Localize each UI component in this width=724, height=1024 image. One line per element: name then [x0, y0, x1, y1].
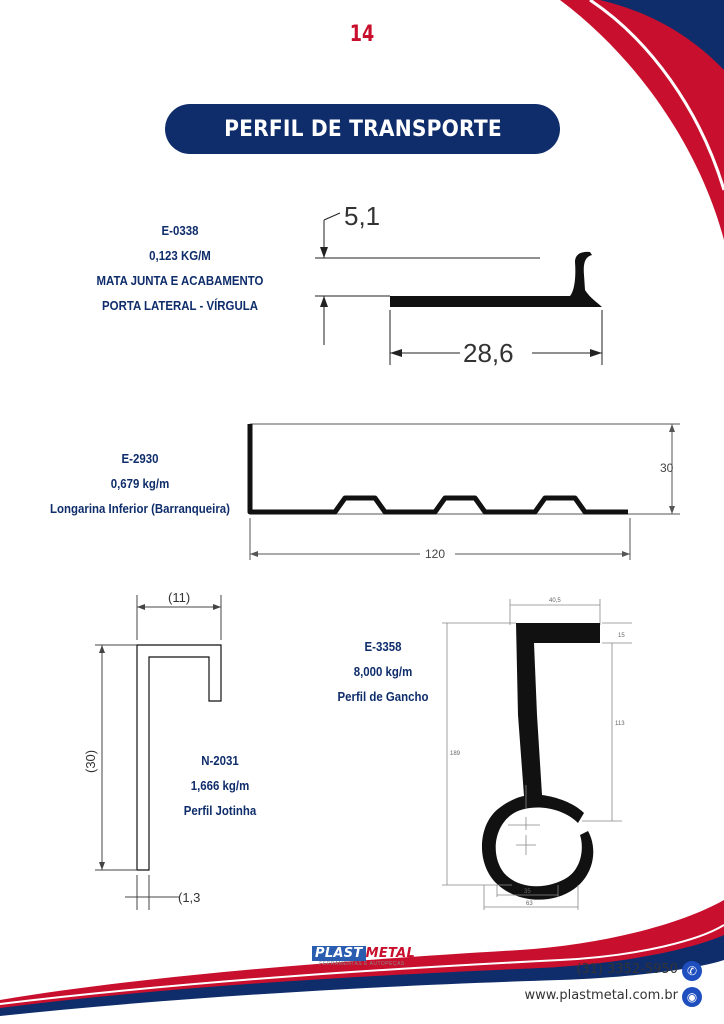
dim-inner-height-label: 113	[615, 721, 625, 727]
product-label-e2930	[34, 446, 245, 521]
dim-thickness-label: (1,3	[178, 890, 201, 905]
product-code: E-3358	[364, 639, 402, 654]
product-code: E-2930	[121, 451, 159, 466]
product-weight: 0,679 kg/m	[110, 476, 170, 491]
dim-hook-outer-label: 63	[526, 901, 533, 907]
section-title: PERFIL DE TRANSPORTE	[223, 116, 502, 142]
product-description: PORTA LATERAL - VÍRGULA	[102, 298, 258, 313]
plastmetal-logo: PLAST METAL FERRAMENTAS E AUTOPEÇAS	[312, 946, 412, 967]
website-link[interactable]: www.plastmetal.com.br	[524, 988, 678, 1003]
profile-e2930	[250, 424, 628, 512]
product-code: N-2031	[201, 753, 239, 768]
dim-width-label: 28,6	[463, 338, 514, 368]
phone-number[interactable]: (31) 3352-5950	[576, 962, 678, 977]
dim-hook-inner-label: 35	[524, 889, 531, 895]
product-label-n2031	[132, 748, 308, 823]
profile-e0338	[390, 252, 602, 307]
product-description: Longarina Inferior (Barranqueira)	[50, 501, 230, 516]
drawing-e0338	[300, 195, 620, 375]
dim-height-label: (30)	[83, 749, 98, 773]
dim-width-label: 120	[425, 547, 446, 561]
product-description: MATA JUNTA E ACABAMENTO	[96, 273, 264, 288]
dim-total-height-label: 189	[450, 751, 461, 757]
product-weight: 0,123 KG/M	[149, 248, 211, 263]
page-number: 14	[349, 22, 375, 47]
product-weight: 1,666 kg/m	[190, 778, 250, 793]
section-title-banner	[165, 104, 560, 154]
dim-top-thickness-label: 15	[618, 633, 625, 639]
drawing-n2031	[45, 565, 255, 915]
drawing-e3358	[432, 585, 652, 925]
globe-icon: ◉	[682, 987, 702, 1007]
dim-top-width-label: 40,5	[549, 598, 561, 604]
phone-icon: ✆	[682, 961, 702, 981]
product-description: Perfil de Gancho	[337, 689, 429, 704]
dim-height-label: 30	[660, 461, 674, 475]
product-weight: 8,000 kg/m	[353, 664, 413, 679]
dim-height-label: 5,1	[344, 201, 381, 231]
product-label-e0338	[74, 218, 285, 318]
profile-e3358	[482, 623, 600, 900]
footer-website[interactable]	[525, 988, 679, 1003]
footer-phone[interactable]	[576, 962, 678, 977]
drawing-e2930	[240, 410, 690, 570]
dim-width-label: (11)	[168, 590, 191, 605]
product-description: Perfil Jotinha	[183, 803, 257, 818]
product-code: E-0338	[161, 223, 199, 238]
